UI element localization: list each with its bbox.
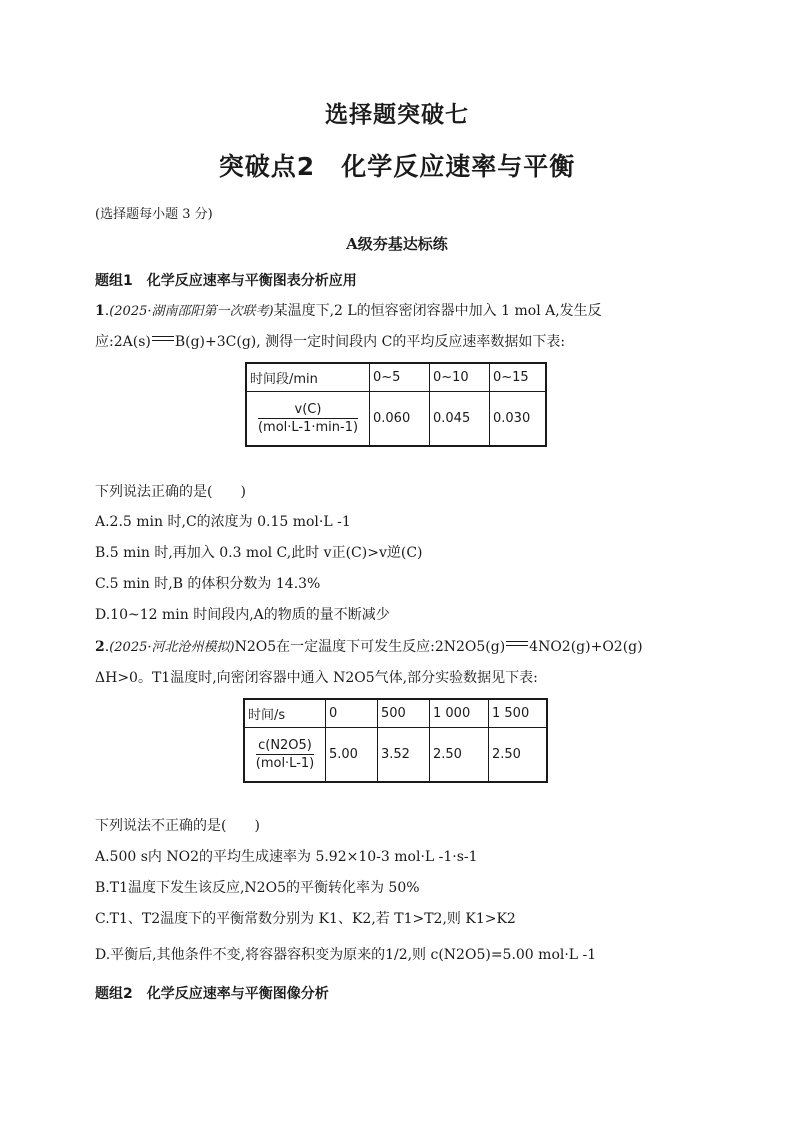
q2-stem-text1b: 4NO2(g)+O2(g) bbox=[529, 639, 643, 655]
q1-prompt: 下列说法正确的是( ) bbox=[95, 484, 246, 500]
row-label-numerator: c(N2O5) bbox=[256, 738, 314, 755]
q2-number: 2 bbox=[95, 639, 105, 655]
table-cell: 0.045 bbox=[430, 392, 490, 446]
q1-option-d: D.10~12 min 时间段内,A的物质的量不断减少 bbox=[95, 607, 390, 623]
header-cell: 时间/s bbox=[244, 699, 326, 728]
q2-stem-line1: 2.(2025·河北沧州模拟)N2O5在一定温度下可发生反应:2N2O5(g) 4NO2(g)+O2(g) bbox=[95, 639, 643, 655]
table-header-row bbox=[246, 363, 546, 392]
header-cell: 500 bbox=[378, 699, 430, 728]
table-row bbox=[244, 728, 547, 782]
header-cell: 0~5 bbox=[370, 363, 430, 392]
q1-stem-line2 bbox=[95, 331, 565, 351]
q1-stem-text2b: B(g)+3C(g), 测得一定时间段内 C的平均反应速率数据如下表: bbox=[174, 334, 566, 350]
q2-option-d: D.平衡后,其他条件不变,将容器容积变为原来的1/2,则 c(N2O5)=5.00 mol·L -1 bbox=[95, 947, 597, 963]
q1-option-c: C.5 min 时,B 的体积分数为 14.3% bbox=[95, 576, 321, 592]
row-label bbox=[246, 392, 370, 446]
table-header-row bbox=[244, 699, 547, 728]
q1-stem-text2a: 应:2A(s) bbox=[95, 334, 151, 350]
q1-source: (2025·湖南邵阳第一次联考) bbox=[109, 304, 274, 319]
table-cell: 0.030 bbox=[490, 392, 547, 446]
equilibrium-arrow-icon bbox=[152, 335, 174, 343]
q2-option-a: A.500 s内 NO2的平均生成速率为 5.92×10-3 mol·L -1·s-1 bbox=[95, 849, 478, 865]
table-cell: 2.50 bbox=[489, 728, 548, 782]
row-label-denominator: (mol·L-1) bbox=[255, 755, 315, 771]
header-cell: 1 500 bbox=[489, 699, 548, 728]
score-note: (选择题每小题 3 分) bbox=[95, 207, 213, 222]
q2-source: (2025·河北沧州模拟) bbox=[109, 640, 235, 655]
q1-option-b: B.5 min 时,再加入 0.3 mol C,此时 v正(C)>v逆(C) bbox=[95, 545, 423, 561]
q1-number: 1 bbox=[95, 303, 105, 319]
row-label-denominator: (mol·L-1·min-1) bbox=[257, 419, 359, 435]
q1-data-table bbox=[245, 362, 547, 447]
table-cell: 0.060 bbox=[370, 392, 430, 446]
header-cell: 0~15 bbox=[490, 363, 547, 392]
q2-stem-line2: ΔH>0。T1温度时,向密闭容器中通入 N2O5气体,部分实验数据见下表: bbox=[95, 670, 538, 686]
table-cell: 3.52 bbox=[378, 728, 430, 782]
header-cell: 0 bbox=[326, 699, 378, 728]
q2-option-b: B.T1温度下发生该反应,N2O5的平衡转化率为 50% bbox=[95, 880, 420, 896]
row-label bbox=[244, 728, 326, 782]
equilibrium-arrow-icon bbox=[506, 640, 528, 648]
q1-stem-line1: 1.(2025·湖南邵阳第一次联考)某温度下,2 L的恒容密闭容器中加入 1 mol A,发生反 bbox=[95, 303, 602, 319]
group-1-heading: 题组1 化学反应速率与平衡图表分析应用 bbox=[95, 273, 357, 289]
header-cell: 时间段/min bbox=[246, 363, 370, 392]
q2-stem-text1a: N2O5在一定温度下可发生反应:2N2O5(g) bbox=[234, 639, 506, 655]
level-heading: A级夯基达标练 bbox=[346, 235, 448, 253]
group-2-heading: 题组2 化学反应速率与平衡图像分析 bbox=[95, 986, 329, 1002]
table-cell: 5.00 bbox=[326, 728, 378, 782]
section-title: 选择题突破七 bbox=[325, 102, 469, 128]
table-row bbox=[246, 392, 546, 446]
q2-prompt: 下列说法不正确的是( ) bbox=[95, 818, 260, 834]
q1-option-a: A.2.5 min 时,C的浓度为 0.15 mol·L -1 bbox=[95, 514, 351, 530]
row-label-numerator: v(C) bbox=[258, 402, 358, 419]
topic-title: 突破点2 化学反应速率与平衡 bbox=[218, 152, 576, 181]
q1-stem-text1: 某温度下,2 L的恒容密闭容器中加入 1 mol A,发生反 bbox=[273, 303, 602, 319]
q2-data-table bbox=[243, 698, 548, 783]
header-cell: 0~10 bbox=[430, 363, 490, 392]
q2-option-c: C.T1、T2温度下的平衡常数分别为 K1、K2,若 T1>T2,则 K1>K2 bbox=[95, 911, 516, 927]
header-cell: 1 000 bbox=[430, 699, 489, 728]
table-cell: 2.50 bbox=[430, 728, 489, 782]
